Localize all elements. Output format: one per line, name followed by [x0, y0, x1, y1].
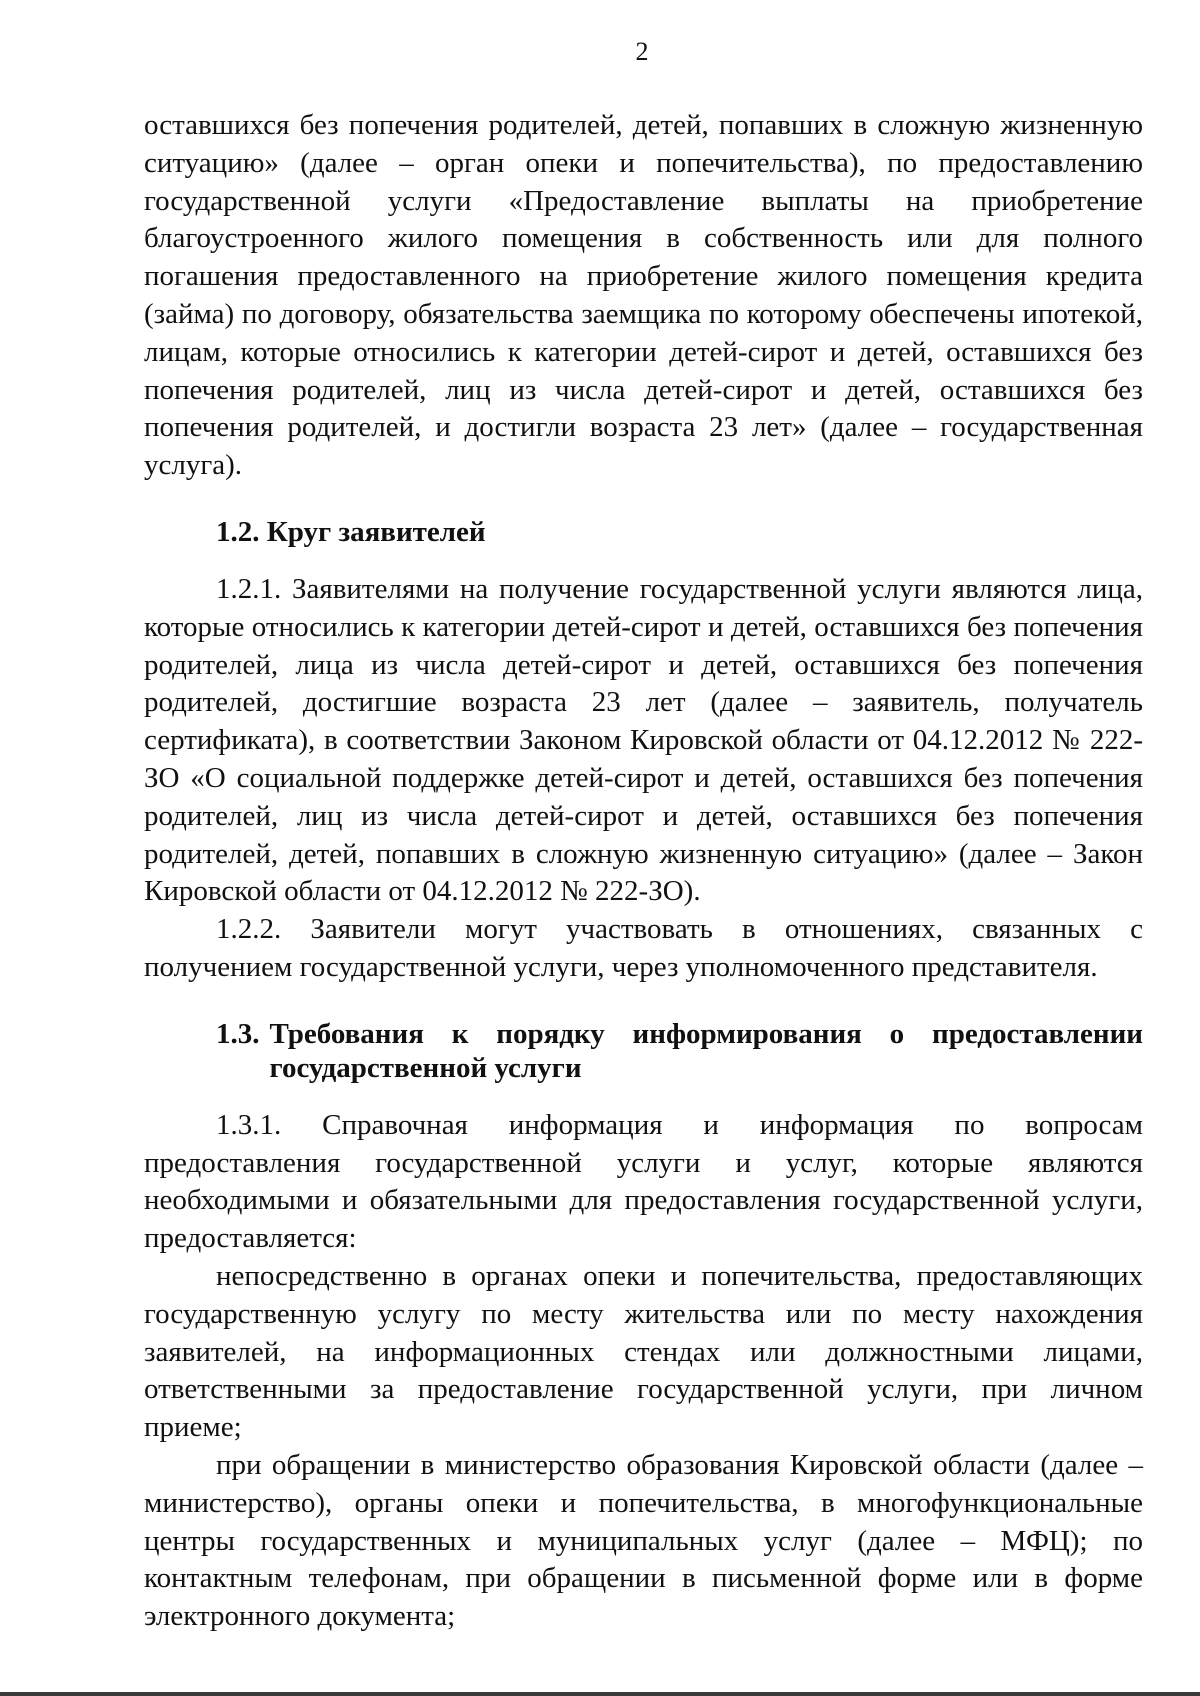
- section-heading-1-3: [144, 1017, 1143, 1085]
- paragraph-intro-continuation: оставшихся без попечения родителей, детей, попавших в сложную жизненную ситуацию» (далее – орган опеки и попечительства), по предоставлению государственной услуги «Предоставление выплаты на приобретение благоустроенного жилого помещения в собственность или для полного погашения предоставленного на приобретение жилого помещения кредита (займа) по договору, обязательства заемщика по которому обеспечены ипотекой, лицам, которые относились к категории детей-сирот и детей, оставшихся без попечения родителей, лиц из числа детей-сирот и детей, оставшихся без попечения родителей, и достигли возраста 23 лет» (далее – государственная услуга).: [144, 109, 1143, 482]
- spacer: [144, 485, 1143, 515]
- spacer: [144, 549, 1143, 571]
- paragraph-1-2-1: 1.2.1. Заявителями на получение государственной услуги являются лица, которые относились к категории детей-сирот и детей, оставшихся без попечения родителей, лица из числа детей-сирот и детей, оставшихся без попечения родителей, достигшие возраста 23 лет (далее – заявитель, получатель сертификата), в соответствии Законом Кировской области от 04.12.2012 № 222-ЗО «О социальной поддержке детей-сирот и детей, оставшихся без попечения родителей, лиц из числа детей-сирот и детей, оставшихся без попечения родителей, детей, попавших в сложную жизненную ситуацию» (далее – Закон Кировской области от 04.12.2012 № 222-ЗО).: [144, 572, 1143, 908]
- paragraph-appeal-info: при обращении в министерство образования Кировской области (далее – министерство), органы опеки и попечительства, в многофункциональные центры государственных и муниципальных услуг (далее – МФЦ); по контактным телефонам, при обращении в письменной форме или в форме электронного документа;: [144, 1448, 1143, 1633]
- spacer: [144, 987, 1143, 1017]
- scan-edge-line: [0, 1692, 1200, 1696]
- paragraph-1-3-1: 1.3.1. Справочная информация и информация по вопросам предоставления государственной услуги и услуг, которые являются необходимыми и обязательными для предоставления государственной услуги, предоставляется:: [144, 1108, 1143, 1255]
- section-heading-1-2: 1.2. Круг заявителей: [216, 515, 486, 548]
- spacer: [144, 1085, 1143, 1107]
- paragraph-1-2-2: 1.2.2. Заявители могут участвовать в отношениях, связанных с получением государственной услуги, через уполномоченного представителя.: [144, 913, 1143, 983]
- section-heading-number: 1.3.: [216, 1017, 260, 1050]
- document-body: [144, 107, 1143, 1636]
- paragraph-direct-info: непосредственно в органах опеки и попечительства, предоставляющих государственную услугу по месту жительства или по месту нахождения заявителей, на информационных стендах или должностными лицами, ответственными за предоставление государственной услуги, при личном приеме;: [144, 1259, 1143, 1444]
- section-heading-text: Требования к порядку информирования о предоставлении государственной услуги: [269, 1017, 1143, 1084]
- page-number: 2: [635, 37, 649, 66]
